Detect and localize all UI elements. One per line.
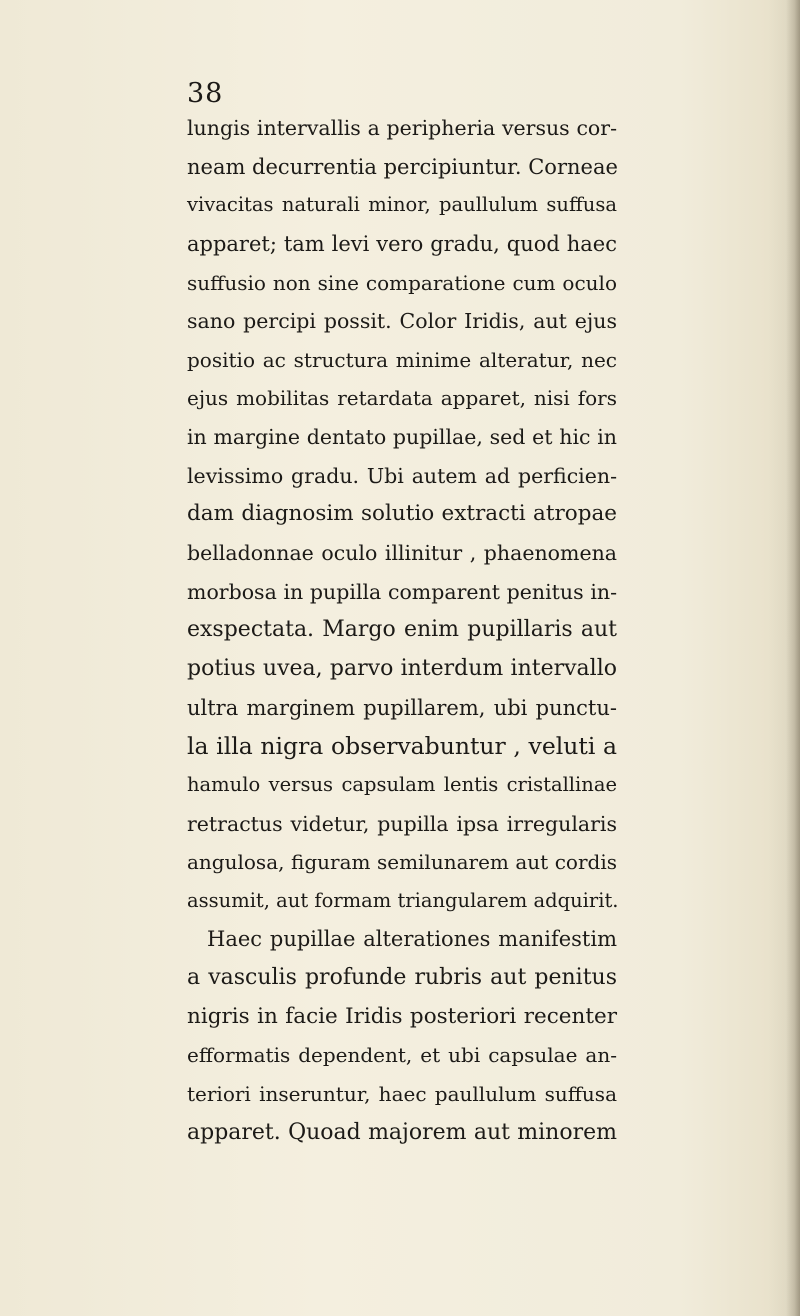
text-line: belladonnae oculo illinitur , phaenomena (187, 541, 617, 566)
text-line: hamulo versus capsulam lentis cristallinae (187, 772, 617, 796)
text-line: nigris in facie Iridis posteriori recenter (187, 1003, 617, 1029)
text-line: lungis intervallis a peripheria versus cor- (187, 116, 617, 140)
text-line: apparet; tam levi vero gradu, quod haec (187, 231, 617, 256)
page-edge-shadow (786, 0, 800, 1316)
text-line: a vasculis profunde rubris aut penitus (187, 965, 617, 991)
text-line: ejus mobilitas retardata apparet, nisi fors (187, 386, 617, 411)
text-line: positio ac structura minime alteratur, nec (187, 347, 617, 372)
text-line: vivacitas naturali minor, paullulum suffusa (187, 193, 617, 217)
text-line: suffusio non sine comparatione cum oculo (187, 270, 617, 295)
text-line: dam diagnosim solutio extracti atropae (187, 501, 617, 527)
text-line: sano percipi possit. Color Iridis, aut ejus (187, 309, 617, 334)
text-line: levissimo gradu. Ubi autem ad perficien- (187, 463, 617, 488)
text-line: in margine dentato pupillae, sed et hic in (187, 425, 617, 450)
text-line: angulosa, figuram semilunarem aut cordis (187, 850, 617, 875)
page-number: 38 (187, 78, 224, 109)
text-line: efformatis dependent, et ubi capsulae an- (187, 1043, 617, 1068)
text-line: la illa nigra observabuntur , veluti a (187, 732, 617, 761)
text-line: exspectata. Margo enim pupillaris aut (187, 617, 617, 643)
text-line: ultra marginem pupillarem, ubi punctu- (187, 695, 617, 720)
text-line: retractus videtur, pupilla ipsa irregularis (187, 811, 617, 836)
text-line: morbosa in pupilla comparent penitus in- (187, 579, 617, 604)
body-text (187, 109, 617, 1152)
text-line: apparet. Quoad majorem aut minorem (187, 1119, 617, 1145)
paragraph-start-line: Haec pupillae alterationes manifestim (207, 927, 617, 952)
text-line: assumit, aut formam triangularem adquirit. (187, 888, 619, 912)
text-line: potius uvea, parvo interdum intervallo (187, 655, 617, 681)
text-line: teriori inseruntur, haec paullulum suffusa (187, 1082, 617, 1107)
text-line: neam decurrentia percipiuntur. Corneae (187, 154, 618, 179)
